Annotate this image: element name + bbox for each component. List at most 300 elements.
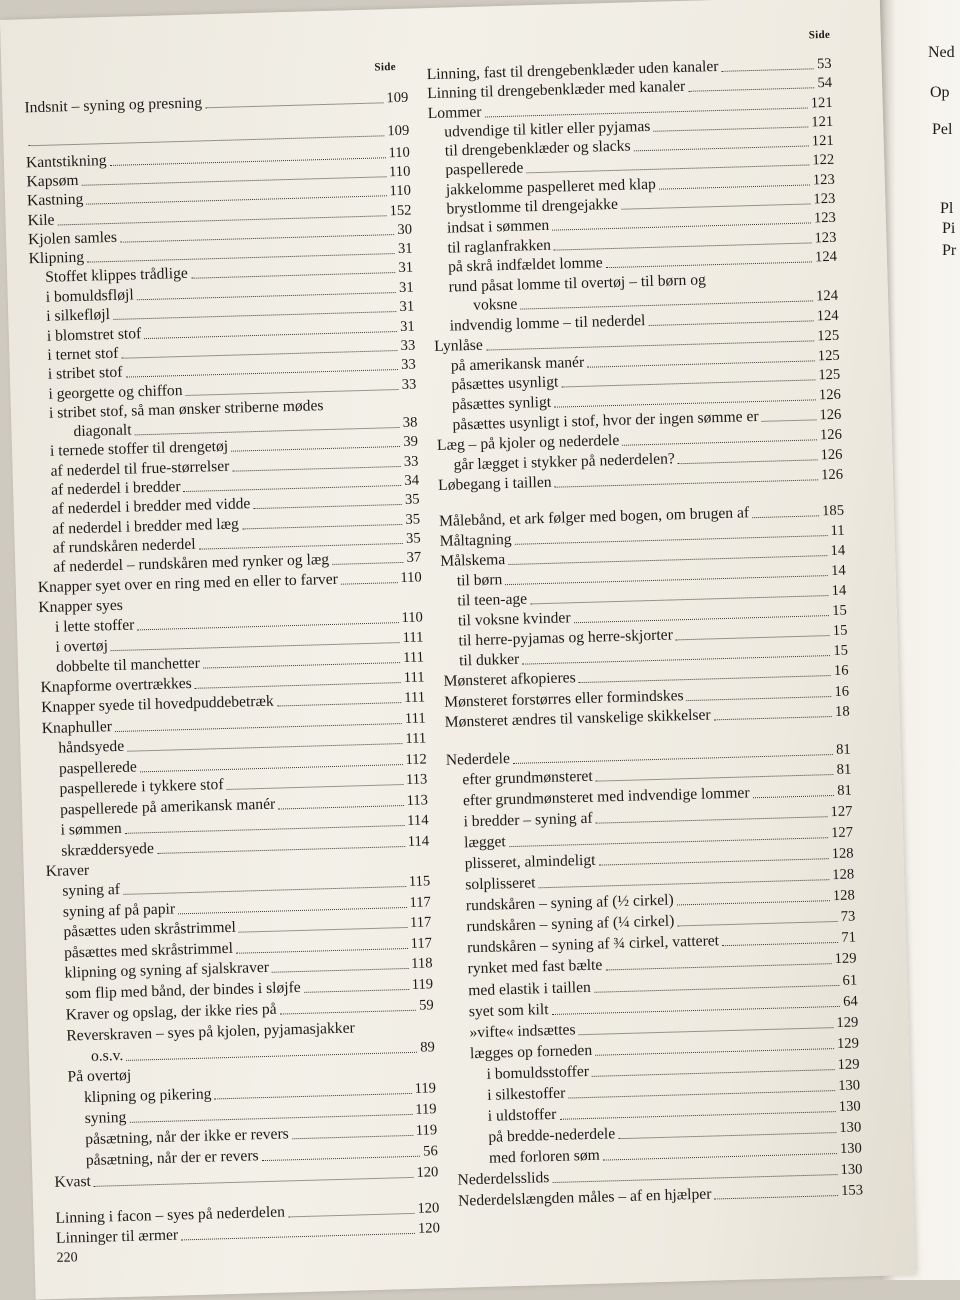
index-entry-text: Knapper syes (38, 596, 124, 617)
index-entry-text: i bomuldsstoffer (486, 1062, 590, 1083)
dot-leader (232, 465, 401, 472)
index-entry-text: i bomuldsfløjl (45, 286, 134, 306)
index-entry-text: Kjolen samles (27, 228, 118, 249)
index-entry-text: jakkelomme paspelleret med klap (445, 175, 657, 199)
index-entry-page: 130 (838, 1098, 861, 1116)
index-entry-text: i silkestoffer (486, 1084, 566, 1104)
index-entry-text: Klipning (28, 248, 85, 268)
index-entry-page: 128 (831, 845, 854, 863)
dot-leader (358, 1030, 432, 1033)
index-entry-page: 37 (406, 549, 422, 566)
index-entry-text: voksne (472, 295, 518, 314)
index-entry-text: lægget (463, 833, 506, 852)
index-entry-page: 117 (409, 894, 432, 911)
dot-leader (555, 478, 819, 487)
index-entry-text: Indsnit – syning og presning (24, 94, 203, 117)
dot-leader (242, 523, 403, 529)
index-entry (24, 89, 408, 118)
index-entry-text: af nederdel – rundskåren med rynker og læg (53, 551, 330, 576)
index-entry-text: Kraver og opslag, der ikke ries på (65, 1000, 277, 1024)
index-entry-text: i stribet stof, så man ønsker striberne mødes (48, 397, 324, 422)
index-entry-page: 109 (386, 89, 409, 107)
index-entry-page: 59 (418, 997, 434, 1014)
index-entry-text: i ternet stof (47, 344, 119, 364)
index-entry-text: i stribet stof (47, 363, 123, 383)
index-entry-text: med elastik i taillen (468, 978, 592, 1000)
dot-leader (554, 398, 816, 407)
index-entry-page: 54 (817, 74, 833, 92)
dot-leader (574, 614, 830, 623)
index-entry-text: Kastning (26, 190, 84, 210)
dot-leader (618, 1131, 836, 1139)
dot-leader (752, 514, 819, 518)
index-entry-text: indvendig lomme – til nederdel (449, 312, 646, 335)
dot-leader (277, 701, 402, 706)
dot-leader (552, 1173, 837, 1183)
index-entry-text: Nederdelslængden måles – af en hjælper (457, 1185, 712, 1210)
index-entry-text: påsætning, når der ikke er revers (85, 1125, 289, 1149)
index-entry-text: plisseret, almindeligt (464, 851, 596, 873)
facing-page-word: Pel (932, 121, 953, 138)
dot-leader (195, 681, 401, 689)
index-entry-page: 124 (816, 307, 839, 325)
index-entry-text: påsættes med skråstrimmel (63, 939, 234, 962)
dot-leader (231, 445, 400, 452)
index-entry-page: 152 (389, 202, 412, 220)
index-entry-page: 122 (812, 151, 835, 169)
index-entry-page: 15 (832, 602, 848, 619)
index-entry-text: i sømmen (60, 819, 122, 839)
index-entry-page: 18 (834, 703, 850, 720)
index-entry-page: 15 (833, 642, 849, 659)
dot-leader (129, 1113, 412, 1123)
index-entry-page: 119 (415, 1122, 438, 1139)
dot-leader (341, 581, 398, 585)
index-entry-text: påsættes synligt (451, 393, 552, 414)
index-entry-text: som flip med bånd, der bindes i sløjfe (64, 978, 301, 1003)
dot-leader (181, 1232, 415, 1241)
index-entry-page: 35 (405, 530, 421, 547)
index-entry-page: 117 (409, 914, 432, 931)
dot-leader (753, 794, 835, 798)
index-entry-text: Linning, fast til drengebenklæder uden kanaler (426, 57, 719, 84)
index-entry-text: til dukker (458, 650, 520, 670)
index-entry-text: diagonalt (73, 421, 132, 441)
index-entry-page: 35 (405, 511, 421, 528)
dot-leader (595, 1047, 834, 1056)
dot-leader (199, 542, 404, 550)
index-entry-page: 31 (399, 318, 415, 335)
index-entry-text: Reverskraven – syes på kjolen, pyjamasjakker (66, 1019, 355, 1045)
dot-leader (509, 836, 828, 847)
dot-leader (714, 1194, 838, 1199)
dot-leader (687, 695, 832, 701)
index-entry-text: Lommer (427, 103, 482, 123)
dot-leader (184, 484, 402, 492)
index-entry-page: 56 (422, 1143, 438, 1160)
index-entry-page: 127 (830, 824, 854, 842)
index-entry-text: Linning i facon – syes på nederdelen (55, 1203, 286, 1227)
index-entry-page: 16 (834, 683, 850, 700)
index-entry-page: 119 (414, 1080, 437, 1097)
index-entry-text: paspellerede (445, 159, 524, 179)
index-entry-text: »vifte« indsættes (469, 1021, 576, 1042)
index-entry-page: 111 (404, 689, 426, 706)
index-entry-text: udvendige til kitler eller pyjamas (444, 117, 651, 141)
index-entry-text: skræddersyede (60, 840, 155, 860)
index-entry-text: paspellerede på amerikansk manér (59, 795, 276, 819)
dot-leader (127, 742, 402, 752)
index-entry-page: 128 (832, 887, 856, 905)
index-entry-text: på skrå indfældet lomme (447, 254, 603, 276)
index-entry-text: på amerikansk manér (450, 353, 585, 375)
dot-leader (688, 86, 814, 92)
dot-leader (137, 621, 398, 630)
dot-leader (205, 101, 384, 108)
index-entry-text: påsættes uden skråstrimmel (63, 918, 237, 941)
index-entry-text: På overtøj (67, 1066, 132, 1086)
index-entry-page: 115 (408, 873, 431, 890)
index-entry-text: på bredde-nederdele (488, 1125, 616, 1146)
index-entry-text: rundskåren – syning af (¼ cirkel) (466, 912, 675, 936)
index-entry-page: 124 (814, 248, 838, 266)
index-entry-text: Knapforme overtrækkes (40, 674, 192, 697)
index-entry-page: 123 (813, 190, 836, 208)
index-entry-text: Løbegang i taillen (437, 473, 552, 494)
dot-leader (227, 783, 404, 790)
index-entry-text: dobbelte til manchetter (55, 654, 201, 676)
index-entry-page: 126 (820, 446, 843, 464)
dot-leader (134, 1071, 432, 1080)
dot-leader (599, 857, 829, 865)
index-entry-page: 31 (397, 240, 413, 257)
index-entry-page: 33 (401, 376, 417, 393)
index-entry-page: 53 (816, 55, 832, 73)
index-entry-text: syet som kilt (468, 1001, 549, 1021)
dot-leader (621, 202, 811, 209)
index-entry-page: 129 (836, 1014, 859, 1032)
index-entry-page: 111 (402, 649, 425, 666)
index-entry-text: klipning og syning af sjalskraver (64, 958, 270, 982)
index-entry-page: 125 (818, 366, 841, 384)
index-entry-page: 39 (403, 433, 419, 450)
dot-leader (677, 920, 838, 926)
index-entry-text: Mønsteret forstørres eller formindskes (443, 687, 684, 711)
facing-page-word: Ned (928, 44, 955, 61)
index-entry-text: paspellerede i tykkere stof (59, 776, 224, 798)
dot-leader (709, 281, 835, 286)
index-entry-page: 31 (398, 259, 414, 276)
dot-leader (622, 438, 817, 445)
index-entry-text: Målskema (440, 551, 506, 570)
dot-leader (140, 763, 403, 772)
index-entry-page: 113 (406, 792, 429, 809)
index-entry-text: til børn (456, 571, 503, 590)
index-entry-page: 110 (400, 569, 422, 587)
index-entry-page: 114 (407, 833, 430, 850)
index-entry-page: 124 (815, 287, 839, 305)
index-entry-text: af nederdel i bredder med vidde (51, 495, 251, 518)
index-entry-text: i overtøj (55, 637, 109, 656)
index-entry-page: 114 (406, 812, 429, 829)
index-entry-page: 61 (842, 972, 858, 989)
dot-leader (653, 125, 808, 131)
index-entry-text: efter grundmønsteret med indvendige lommer (462, 784, 750, 810)
index-entry-page: 123 (812, 171, 836, 189)
index-entry-page: 130 (839, 1119, 862, 1136)
index-entry-page: 128 (832, 866, 855, 884)
index-entry-text: paspellerede (58, 758, 138, 778)
dot-leader (292, 1134, 413, 1139)
index-entry-page: 121 (810, 94, 833, 112)
dot-leader (722, 67, 815, 72)
dot-leader (714, 715, 832, 720)
facing-page-word: Pl (940, 200, 954, 217)
index-entry-text: påsætning, når der er revers (85, 1147, 259, 1170)
dot-leader (606, 260, 812, 268)
index-entry-page: 119 (411, 976, 434, 993)
dot-leader (157, 845, 405, 854)
index-entry-text: i uldstoffer (487, 1105, 557, 1125)
index-entry-text: i lette stoffer (54, 616, 135, 636)
index-entry-page: 33 (400, 337, 416, 354)
index-entry-page: 123 (814, 229, 837, 247)
dot-leader (552, 1005, 841, 1015)
dot-leader (676, 634, 830, 640)
index-entry-text: Kvast (54, 1172, 92, 1191)
dot-leader (561, 378, 815, 387)
dot-leader (215, 1092, 412, 1100)
index-entry-page: 121 (811, 113, 834, 131)
index-entry-text: rundskåren – syning af (½ cirkel) (465, 891, 674, 915)
index-entry-page: 38 (402, 414, 418, 431)
index-entry-text: klipning og pikering (83, 1085, 212, 1107)
dot-leader (262, 1155, 421, 1161)
index-entry-page: 31 (399, 298, 415, 315)
index-entry-page: 35 (404, 491, 420, 508)
index-entry-page: 153 (840, 1182, 864, 1199)
index-entry-page: 64 (842, 993, 858, 1010)
dot-leader (191, 271, 396, 279)
index-entry-page: 111 (403, 669, 425, 686)
page-number: 220 (56, 1250, 78, 1266)
index-entry-text: rund påsat lomme til overtøj – til børn og (448, 271, 707, 296)
index-entry-text: Stoffet klippes trådlige (44, 264, 189, 286)
index-entry-text: i blomstret stof (46, 325, 142, 345)
dot-leader (659, 183, 810, 189)
dot-leader (236, 947, 408, 954)
dot-leader (288, 1212, 415, 1218)
dot-leader (596, 815, 828, 823)
dot-leader (332, 561, 404, 565)
index-entry-text: Kile (27, 211, 55, 230)
index-entry-page: 34 (404, 472, 420, 489)
index-entry-text: i silkefløjl (46, 306, 111, 325)
index-entry-page: 120 (416, 1164, 439, 1181)
index-entry-text: rynket med fast bælte (467, 956, 603, 978)
index-entry-text: syning af på papir (62, 900, 176, 921)
index-entry-page: 120 (417, 1200, 440, 1217)
index-entry-text: påsættes usynligt (451, 373, 559, 394)
facing-page-word: Pi (942, 220, 956, 237)
dot-leader (123, 885, 406, 895)
index-entry-page: 129 (834, 950, 857, 968)
index-entry-page: 127 (830, 803, 853, 821)
index-entry-text: i ternede stoffer til drengetøj (49, 437, 229, 460)
dot-leader (552, 221, 811, 230)
index-entry-page: 130 (837, 1077, 861, 1095)
index-entry-page: 126 (818, 386, 842, 404)
index-entry-text: af rundskåren nederdel (52, 535, 196, 557)
index-entry-page: 185 (821, 502, 845, 520)
index-entry-page: 111 (405, 730, 427, 747)
index-entry-text: rundskåren – syning af ¾ cirkel, vatteret (466, 932, 720, 957)
dot-leader (28, 134, 384, 146)
dot-leader (596, 773, 834, 782)
index-entry-page: 110 (401, 609, 424, 627)
index-entry-page: 110 (389, 182, 412, 200)
index-entry-text: o.s.v. (90, 1046, 124, 1065)
index-entry-page: 110 (388, 163, 411, 181)
index-entry-page: 15 (832, 622, 848, 639)
index-entry-page: 126 (819, 426, 843, 444)
index-entry-page: 126 (819, 406, 842, 424)
dot-leader (568, 1089, 835, 1098)
index-entry-text: syning (84, 1108, 127, 1128)
dot-leader (648, 319, 813, 326)
index-entry-page: 129 (837, 1056, 860, 1074)
dot-leader (592, 1068, 835, 1077)
index-entry-text: Knapper syet over en ring med en eller to farver (37, 570, 339, 597)
index-entry-page: 14 (830, 562, 846, 580)
index-entry-text: indsat i sømmen (446, 216, 550, 237)
index-entry-page: 109 (387, 122, 410, 140)
index-entry-page: 81 (837, 782, 853, 799)
dot-leader (579, 674, 831, 683)
index-entry-page: 118 (410, 955, 433, 972)
index-entry-text: efter grundmønsteret (462, 767, 593, 789)
index-entry-page: 117 (410, 935, 433, 952)
index-entry-text: Målebånd, et ark følger med bogen, om brugen af (438, 504, 750, 530)
index-entry-text: til raglanfrakken (447, 236, 552, 257)
index-entry-text: med forloren søm (488, 1146, 601, 1167)
dot-leader (278, 804, 403, 810)
index-entry-text: Mønsteret ændres til vanskelige skikkelser (444, 706, 711, 731)
index-entry-text: til voksne kvinder (457, 609, 571, 630)
index-entry-page: 73 (840, 908, 856, 925)
dot-leader (594, 984, 840, 993)
index-entry-page: 33 (400, 356, 417, 373)
dot-leader (125, 824, 405, 834)
index-entry-text: i bredder – syning af (463, 809, 593, 831)
side-column-label: Side (374, 60, 397, 74)
index-entry-text: af nederdel i bredder med læg (52, 515, 240, 538)
index-entry-text: Nederdelsslids (457, 1169, 550, 1189)
index-entry-text: Læg – på kjoler og nederdele (436, 431, 620, 454)
index-entry-text: solplisseret (465, 874, 536, 894)
index-entry-text: i georgette og chiffon (48, 382, 183, 403)
index-entry-text: Linning til drengebenklæder med kanaler (426, 77, 686, 103)
index-entry-page: 111 (404, 710, 426, 727)
dot-leader (94, 1176, 414, 1187)
index-entry-page: 14 (830, 542, 846, 560)
index-entry-page: 30 (397, 221, 413, 238)
dot-leader (579, 1026, 834, 1035)
index-entry-page: 31 (398, 279, 414, 296)
dot-leader (678, 458, 818, 464)
index-entry-text: Kapsøm (26, 171, 79, 191)
index-entry-text: Kantstikning (25, 152, 107, 172)
index-entry-text: Nederdele (445, 750, 511, 769)
index-entry-page: 123 (813, 209, 837, 227)
dot-leader (304, 988, 409, 993)
dot-leader (539, 878, 830, 888)
index-entry-page: 81 (835, 741, 851, 758)
index-entry-page: 71 (841, 929, 857, 946)
index-entry-text: går lægget i stykker på nederdelen? (453, 450, 676, 474)
dot-leader (677, 899, 830, 905)
index-entry-text: lægges op forneden (469, 1041, 593, 1063)
dot-leader (280, 1009, 417, 1015)
index-entry-page: 120 (417, 1220, 441, 1237)
index-entry-page: 16 (833, 662, 849, 679)
index-entry-text: til teen-age (457, 590, 528, 610)
dot-leader (203, 661, 400, 669)
index-entry-page: 11 (830, 522, 845, 540)
dot-leader (605, 962, 831, 970)
index-entry-text: brystlomme til drengejakke (446, 195, 619, 218)
index-entry-page: 111 (402, 629, 424, 646)
index-entry-page: 130 (840, 1161, 863, 1178)
facing-page-word: Op (930, 84, 950, 101)
facing-page-word: Pr (942, 242, 957, 259)
index-entry-text: af nederdel i bredder (50, 478, 181, 499)
index-entry-text: til herre-pyjamas og herre-skjorter (458, 626, 673, 650)
index-entry-page: 129 (836, 1035, 860, 1053)
index-entry-text: Måltagning (439, 530, 512, 550)
index-entry-text: påsættes usynligt i stof, hvor der ingen sømme er (452, 407, 759, 434)
dot-leader (239, 926, 407, 933)
dot-leader (327, 408, 414, 411)
index-entry-page: 119 (415, 1101, 437, 1118)
index-entry-page: 113 (405, 771, 428, 788)
index-entry-page: 112 (405, 751, 428, 768)
index-entry-text: Mønsteret afkopieres (443, 669, 576, 690)
dot-leader (272, 967, 408, 973)
dot-leader (603, 1152, 837, 1161)
index-entry-text: Kraver (45, 861, 90, 881)
index-entry-page: 126 (820, 466, 844, 484)
index-entry-text: syning af (62, 880, 121, 900)
index-entry-text: Lynlåse (434, 336, 484, 355)
index-entry-text: Knaphuller (41, 718, 113, 738)
dot-leader (634, 144, 809, 151)
dot-leader (559, 1110, 835, 1120)
index-entry-page: 121 (811, 132, 834, 150)
index-entry-page: 130 (839, 1140, 863, 1157)
dot-leader (186, 388, 399, 396)
index-entry-text: Knapper syede til hovedpuddebetræk (40, 692, 274, 717)
dot-leader (762, 418, 817, 422)
index-entry-text: håndsyede (58, 737, 125, 757)
index-entry-text: til drengebenklæder og slacks (444, 137, 631, 160)
index-entry-page: 89 (420, 1039, 436, 1056)
index-entry-page: 33 (403, 453, 419, 470)
side-column-label: Side (808, 28, 831, 42)
index-entry-text: af nederdel til frue-størrelser (50, 457, 230, 480)
index-entry-page: 14 (831, 582, 847, 599)
index-entry-page: 110 (388, 144, 411, 162)
